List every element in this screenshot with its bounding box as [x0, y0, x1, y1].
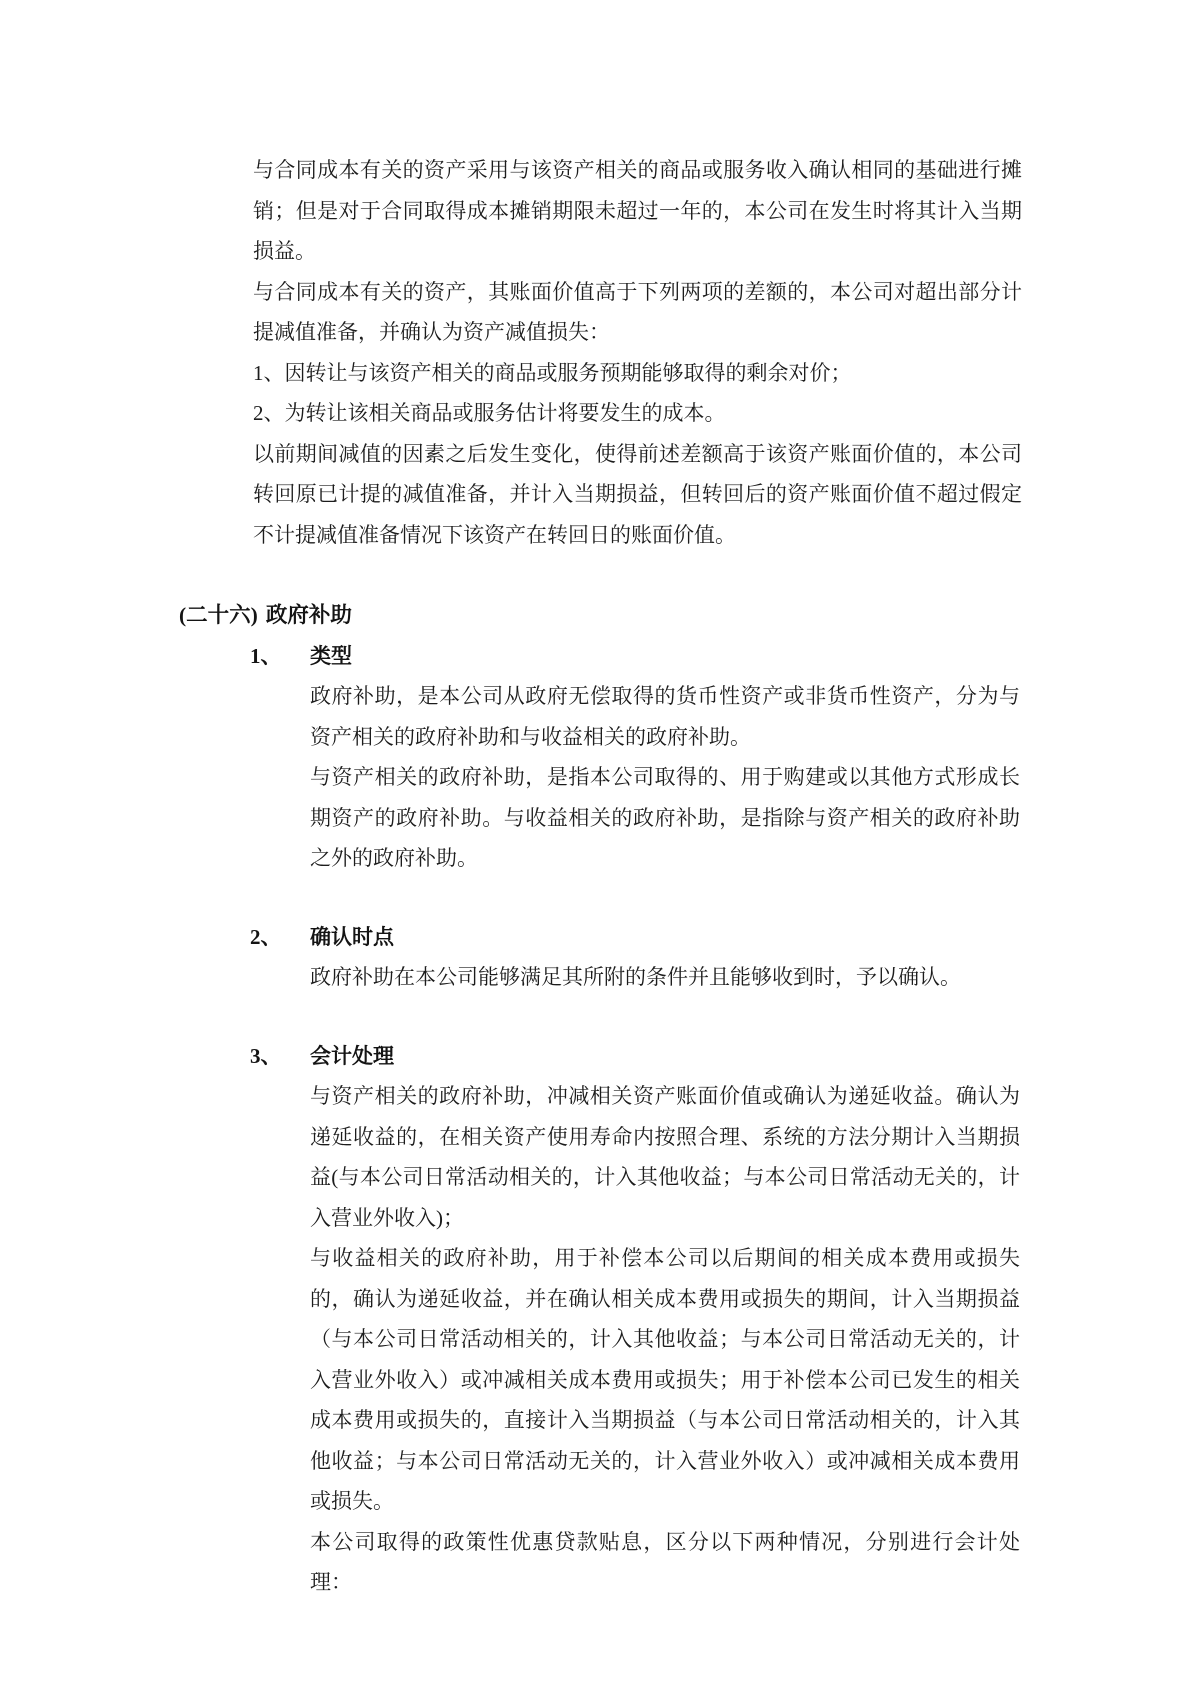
recognition-paragraph: 政府补助在本公司能够满足其所附的条件并且能够收到时，予以确认。 [310, 965, 961, 989]
subsection-title: 会计处理 [310, 1043, 394, 1068]
intro-paragraph-amortization: 与合同成本有关的资产采用与该资产相关的商品或服务收入确认相同的基础进行摊销；但是对于合同取得成本摊销期限未超过一年的，本公司在发生时将其计入当期损益。 [253, 158, 1022, 263]
section-heading-government-grants [179, 595, 1200, 636]
subsection-heading-recognition [250, 917, 1200, 958]
intro-paragraph-impairment: 与合同成本有关的资产，其账面价值高于下列两项的差额的，本公司对超出部分计提减值准备，并确认为资产减值损失： [253, 279, 1022, 344]
subsection-title: 类型 [310, 643, 352, 668]
intro-paragraph-reversal: 以前期间减值的因素之后发生变化，使得前述差额高于该资产账面价值的，本公司转回原已计提的减值准备，并计入当期损益，但转回后的资产账面价值不超过假定不计提减值准备情况下该资产在转回日的账面价值。 [253, 441, 1022, 547]
subsection-body [310, 676, 1020, 879]
subsection-number: 2、 [250, 924, 282, 949]
subsection-title: 确认时点 [310, 924, 394, 949]
subsection-type [0, 636, 1200, 879]
subsection-number: 1、 [250, 643, 282, 668]
subsection-body [310, 957, 1020, 998]
subsection-heading-type [250, 636, 1200, 677]
subsection-body [310, 1076, 1020, 1603]
section-title: 政府补助 [265, 603, 352, 627]
intro-list-item-2: 2、为转让该相关商品或服务估计将要发生的成本。 [253, 401, 726, 425]
type-paragraph-asset-income: 与资产相关的政府补助，是指本公司取得的、用于购建或以其他方式形成长期资产的政府补助。与收益相关的政府补助，是指除与资产相关的政府补助之外的政府补助。 [310, 765, 1020, 870]
section-number: (二十六) [179, 603, 258, 627]
subsection-heading-accounting [250, 1036, 1200, 1077]
subsection-number: 3、 [250, 1043, 282, 1068]
subsection-accounting-treatment [0, 1036, 1200, 1603]
type-paragraph-definition: 政府补助，是本公司从政府无偿取得的货币性资产或非货币性资产，分为与资产相关的政府补助和与收益相关的政府补助。 [310, 684, 1020, 749]
accounting-paragraph-loan-discount: 本公司取得的政策性优惠贷款贴息，区分以下两种情况，分别进行会计处理： [310, 1529, 1020, 1594]
contract-cost-block [253, 150, 1022, 555]
intro-list-item-1: 1、因转让与该资产相关的商品或服务预期能够取得的剩余对价； [253, 360, 852, 385]
accounting-paragraph-asset-related: 与资产相关的政府补助，冲减相关资产账面价值或确认为递延收益。确认为递延收益的，在相关资产使用寿命内按照合理、系统的方法分期计入当期损益(与本公司日常活动相关的，计入其他收益；与本公司日常活动无关的，计入营业外收入)； [310, 1084, 1020, 1230]
accounting-paragraph-income-related: 与收益相关的政府补助，用于补偿本公司以后期间的相关成本费用或损失的，确认为递延收益，并在确认相关成本费用或损失的期间，计入当期损益（与本公司日常活动相关的，计入其他收益；与本公司日常活动无关的，计入营业外收入）或冲减相关成本费用或损失；用于补偿本公司已发生的相关成本费用或损失的，直接计入当期损益（与本公司日常活动相关的，计入其他收益；与本公司日常活动无关的，计入营业外收入）或冲减相关成本费用或损失。 [310, 1246, 1020, 1513]
subsection-recognition-time [0, 917, 1200, 998]
